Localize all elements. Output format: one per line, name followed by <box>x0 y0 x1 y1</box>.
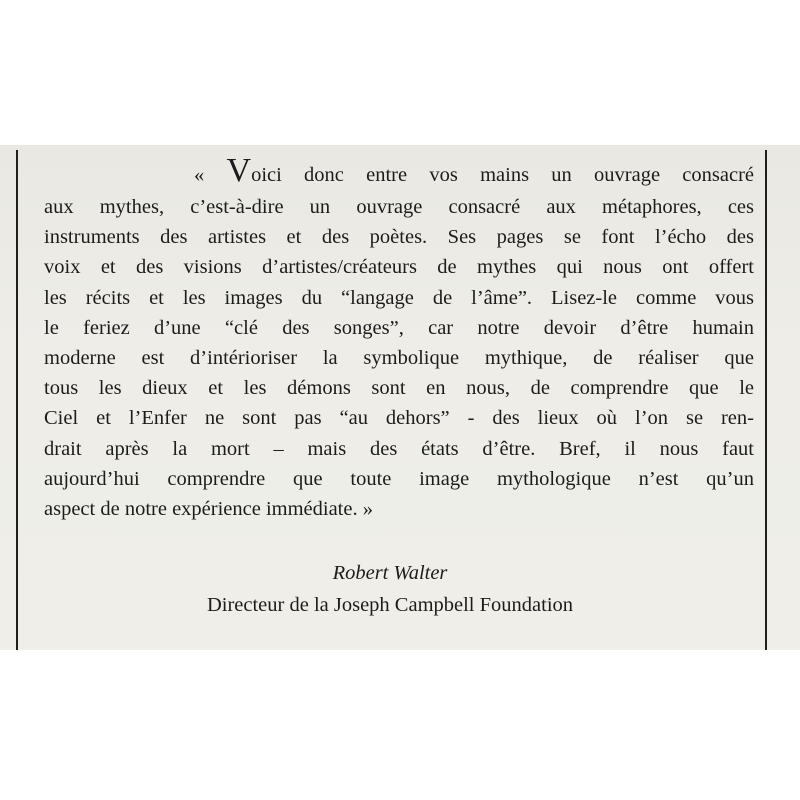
quote-line: moderne est d’intérioriser la symbolique mythique, de réaliser que <box>44 346 754 369</box>
opening-guillemet: « <box>194 164 205 186</box>
quote-line: aspect de notre expérience immédiate. » <box>44 497 373 520</box>
quote-line: voix et des visions d’artistes/créateurs de mythes qui nous ont offert <box>44 256 754 279</box>
quote-line: aujourd’hui comprendre que toute image mythologique n’est qu’un <box>44 467 754 490</box>
quote-line <box>44 152 755 192</box>
author-name: Robert Walter <box>332 562 448 584</box>
quote-block <box>44 152 755 524</box>
author-role: Directeur de la Joseph Campbell Foundation <box>206 594 574 616</box>
drop-cap: V <box>226 152 252 189</box>
quote-line: Ciel et l’Enfer ne sont pas “au dehors” - des lieux où l’on se ren- <box>44 407 754 430</box>
quote-line: le feriez d’une “clé des songes”, car notre devoir d’être humain <box>44 316 754 339</box>
quote-line: tous les dieux et les démons sont en nous, de comprendre que le <box>44 377 754 400</box>
quote-line: instruments des artistes et des poètes. Ses pages se font l’écho des <box>44 226 754 249</box>
quote-line: aux mythes, c’est-à-dire un ouvrage consacré aux métaphores, ces <box>44 196 754 218</box>
quote-line: les récits et les images du “langage de l’âme”. Lisez-le comme vous <box>44 286 754 309</box>
quote-line: drait après la mort – mais des états d’être. Bref, il nous faut <box>44 437 754 460</box>
quote-line-text: oici donc entre vos mains un ouvrage consacré <box>251 164 755 186</box>
